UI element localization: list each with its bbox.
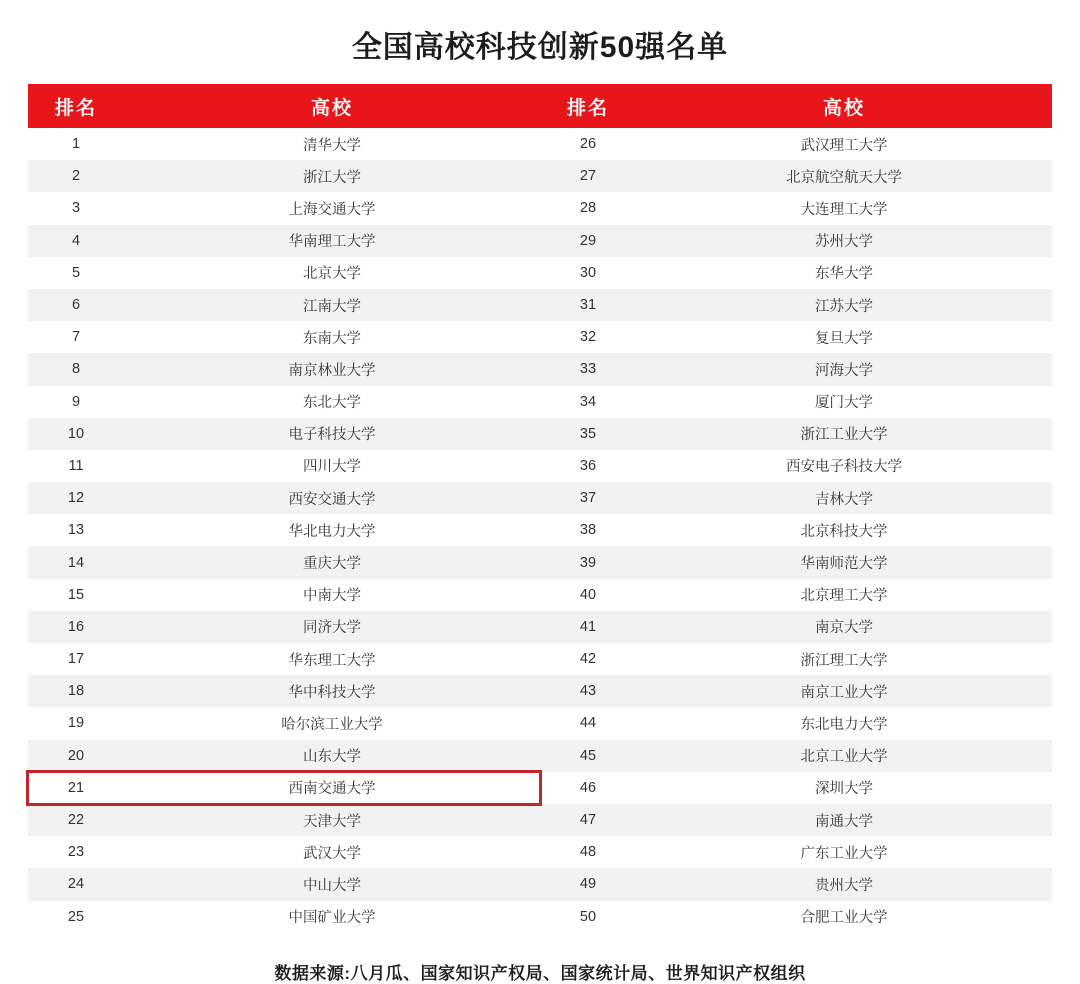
rank-left: 23 <box>28 836 124 868</box>
table-row <box>28 450 1052 482</box>
university-right: 北京理工大学 <box>636 579 1052 611</box>
table-row <box>28 257 1052 289</box>
rank-right: 35 <box>540 418 636 450</box>
rank-left: 9 <box>28 386 124 418</box>
rank-right: 39 <box>540 546 636 578</box>
ranking-table <box>28 84 1052 933</box>
rank-right: 47 <box>540 804 636 836</box>
table-row <box>28 321 1052 353</box>
university-left: 中国矿业大学 <box>124 901 540 933</box>
table-row <box>28 901 1052 933</box>
table-row <box>28 579 1052 611</box>
rank-right: 31 <box>540 289 636 321</box>
rank-right: 45 <box>540 740 636 772</box>
rank-left: 11 <box>28 450 124 482</box>
university-left: 山东大学 <box>124 740 540 772</box>
rank-right: 48 <box>540 836 636 868</box>
university-right: 北京工业大学 <box>636 740 1052 772</box>
rank-left: 24 <box>28 868 124 900</box>
rank-left: 7 <box>28 321 124 353</box>
rank-right: 49 <box>540 868 636 900</box>
rank-right: 50 <box>540 901 636 933</box>
rank-left: 1 <box>28 128 124 160</box>
university-right: 北京科技大学 <box>636 514 1052 546</box>
rank-right: 32 <box>540 321 636 353</box>
table-row <box>28 128 1052 160</box>
university-left: 东北大学 <box>124 386 540 418</box>
table-row <box>28 482 1052 514</box>
table-row <box>28 611 1052 643</box>
university-right: 苏州大学 <box>636 225 1052 257</box>
university-left: 西安交通大学 <box>124 482 540 514</box>
university-right: 浙江工业大学 <box>636 418 1052 450</box>
table-header <box>28 84 1052 128</box>
university-right: 北京航空航天大学 <box>636 160 1052 192</box>
university-left: 武汉大学 <box>124 836 540 868</box>
table-row <box>28 289 1052 321</box>
rank-left: 13 <box>28 514 124 546</box>
rank-right: 29 <box>540 225 636 257</box>
university-right: 浙江理工大学 <box>636 643 1052 675</box>
university-left: 哈尔滨工业大学 <box>124 707 540 739</box>
table-row <box>28 868 1052 900</box>
university-left: 北京大学 <box>124 257 540 289</box>
university-right: 南京大学 <box>636 611 1052 643</box>
rank-right: 28 <box>540 192 636 224</box>
university-left: 中南大学 <box>124 579 540 611</box>
page-title: 全国高校科技创新50强名单 <box>351 31 729 64</box>
table-row <box>28 836 1052 868</box>
column-header-university-left: 高校 <box>124 84 540 128</box>
rank-right: 36 <box>540 450 636 482</box>
rank-left: 20 <box>28 740 124 772</box>
table-header-row <box>28 84 1052 128</box>
rank-left: 15 <box>28 579 124 611</box>
rank-left: 3 <box>28 192 124 224</box>
rank-left: 12 <box>28 482 124 514</box>
university-left: 江南大学 <box>124 289 540 321</box>
rank-right: 34 <box>540 386 636 418</box>
rank-left: 22 <box>28 804 124 836</box>
university-right: 南通大学 <box>636 804 1052 836</box>
university-left: 电子科技大学 <box>124 418 540 450</box>
rank-right: 42 <box>540 643 636 675</box>
rank-left: 5 <box>28 257 124 289</box>
rank-right: 37 <box>540 482 636 514</box>
table-row <box>28 225 1052 257</box>
table-row <box>28 804 1052 836</box>
source-note: 数据来源:八月瓜、国家知识产权局、国家统计局、世界知识产权组织 <box>274 963 806 983</box>
table-row <box>28 514 1052 546</box>
rank-left: 16 <box>28 611 124 643</box>
university-left: 华南理工大学 <box>124 225 540 257</box>
university-right: 华南师范大学 <box>636 546 1052 578</box>
university-right: 河海大学 <box>636 353 1052 385</box>
university-right: 吉林大学 <box>636 482 1052 514</box>
rank-left: 21 <box>28 772 124 804</box>
rank-right: 30 <box>540 257 636 289</box>
university-left: 东南大学 <box>124 321 540 353</box>
rank-left: 19 <box>28 707 124 739</box>
rank-left: 2 <box>28 160 124 192</box>
university-right: 厦门大学 <box>636 386 1052 418</box>
table-row <box>28 675 1052 707</box>
table-row <box>28 386 1052 418</box>
table-row <box>28 772 1052 804</box>
university-left: 同济大学 <box>124 611 540 643</box>
rank-left: 10 <box>28 418 124 450</box>
university-right: 贵州大学 <box>636 868 1052 900</box>
table-row <box>28 740 1052 772</box>
university-right: 东华大学 <box>636 257 1052 289</box>
university-left: 南京林业大学 <box>124 353 540 385</box>
table-row <box>28 546 1052 578</box>
column-header-rank-left: 排名 <box>28 84 124 128</box>
university-right: 西安电子科技大学 <box>636 450 1052 482</box>
rank-right: 40 <box>540 579 636 611</box>
rank-left: 18 <box>28 675 124 707</box>
ranking-table-container <box>28 84 1052 933</box>
rank-left: 8 <box>28 353 124 385</box>
column-header-rank-right: 排名 <box>540 84 636 128</box>
rank-right: 27 <box>540 160 636 192</box>
university-right: 东北电力大学 <box>636 707 1052 739</box>
rank-right: 44 <box>540 707 636 739</box>
table-body <box>28 128 1052 933</box>
rank-left: 14 <box>28 546 124 578</box>
rank-left: 25 <box>28 901 124 933</box>
university-right: 南京工业大学 <box>636 675 1052 707</box>
table-row <box>28 643 1052 675</box>
rank-left: 17 <box>28 643 124 675</box>
university-right: 复旦大学 <box>636 321 1052 353</box>
rank-right: 41 <box>540 611 636 643</box>
rank-right: 38 <box>540 514 636 546</box>
university-right: 武汉理工大学 <box>636 128 1052 160</box>
rank-right: 33 <box>540 353 636 385</box>
university-left: 华北电力大学 <box>124 514 540 546</box>
university-left: 重庆大学 <box>124 546 540 578</box>
university-left: 清华大学 <box>124 128 540 160</box>
university-left: 天津大学 <box>124 804 540 836</box>
university-right: 广东工业大学 <box>636 836 1052 868</box>
university-right: 深圳大学 <box>636 772 1052 804</box>
table-row <box>28 192 1052 224</box>
table-row <box>28 160 1052 192</box>
column-header-university-right: 高校 <box>636 84 1052 128</box>
university-right: 大连理工大学 <box>636 192 1052 224</box>
university-left: 西南交通大学 <box>124 772 540 804</box>
university-left: 华东理工大学 <box>124 643 540 675</box>
university-left: 浙江大学 <box>124 160 540 192</box>
table-row <box>28 353 1052 385</box>
rank-right: 43 <box>540 675 636 707</box>
university-right: 江苏大学 <box>636 289 1052 321</box>
rank-right: 46 <box>540 772 636 804</box>
university-right: 合肥工业大学 <box>636 901 1052 933</box>
university-left: 四川大学 <box>124 450 540 482</box>
rank-right: 26 <box>540 128 636 160</box>
table-row <box>28 707 1052 739</box>
rank-left: 4 <box>28 225 124 257</box>
university-left: 上海交通大学 <box>124 192 540 224</box>
university-left: 华中科技大学 <box>124 675 540 707</box>
rank-left: 6 <box>28 289 124 321</box>
university-left: 中山大学 <box>124 868 540 900</box>
table-row <box>28 418 1052 450</box>
